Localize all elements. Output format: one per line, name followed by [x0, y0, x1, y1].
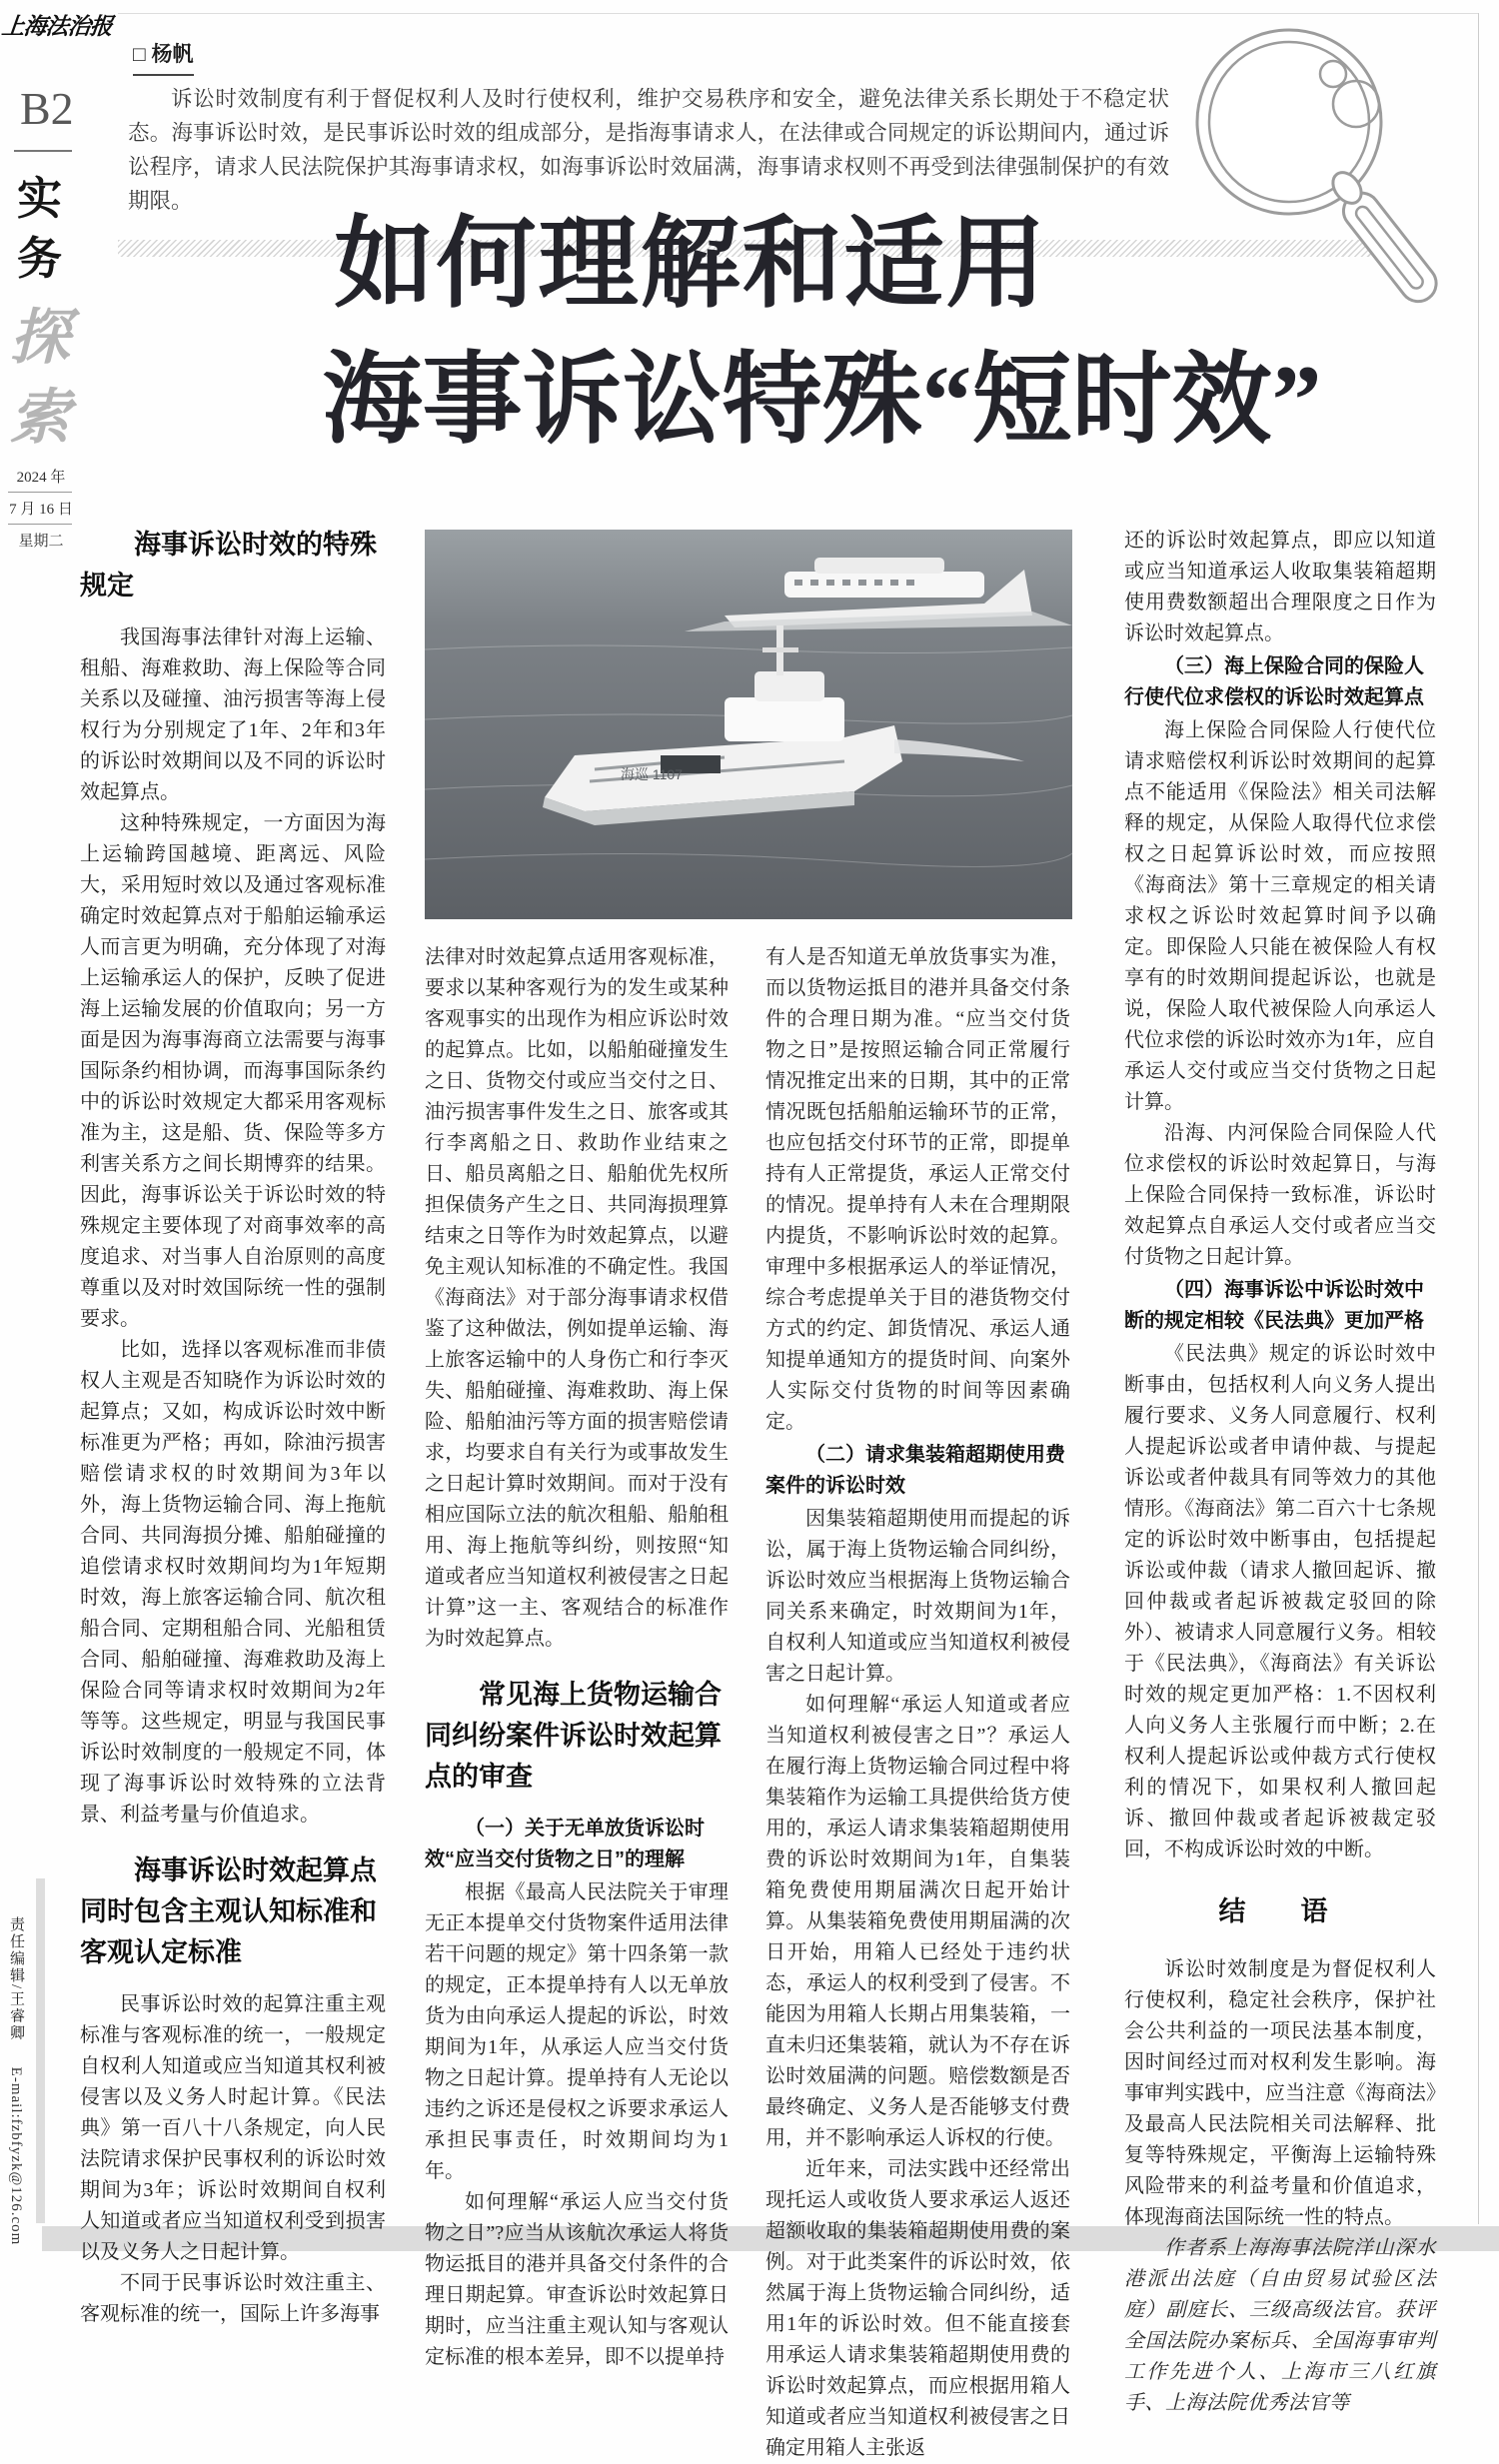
frame-top-rule [118, 13, 1479, 14]
paragraph: 诉讼时效制度是为督促权利人行使权利，稳定社会秩序，保护社会公共利益的一项民法基本制度，因时间经过而对权利发生影响。海事审判实践中，应当注意《海商法》及最高人民法院相关司法解释、批复等特殊规定，平衡海上运输特殊风险带来的利益考量和价值追求，体现海商法国际统一性的特点。 [1124, 1958, 1436, 2228]
section-heading-2: 海事诉讼时效起算点同时包含主观认知标准和客观认定标准 [80, 1855, 377, 1967]
section-name-char: 探 [10, 305, 70, 371]
paragraph: 比如，选择以客观标准而非债权人主观是否知晓作为诉讼时效的起算点；又如，构成诉讼时效中断标准更为严格；再如，除油污损害赔偿请求权的时效期间为3年以外，海上货物运输合同、海上拖航合同、共同海损分摊、船舶碰撞的追偿请求权时效期间均为1年短期时效，海上旅客运输合同、航次租船合同、定期租船合同、光船租赁合同、船舶碰撞、海难救助及海上保险合同等请求权时效期间为2年等等。这些规定，明显与我国民事诉讼时效制度的一般规定不同，体现了海事诉讼时效特殊的立法背景、利益考量与价值追求。 [80, 1339, 386, 1826]
section-name-char: 实 [17, 173, 63, 224]
section-heading-3: 常见海上货物运输合同纠纷案件诉讼时效起算点的审查 [425, 1680, 722, 1792]
paragraph: 这种特殊规定，一方面因为海上运输跨国越境、距离远、风险大，采用短时效以及通过客观标准确定时效起算点对于船舶运输承运人而言更为明确，充分体现了对海上运输承运人的保护，反映了促进海上运输发展的价值取向；另一方面是因为海事海商立法需要与海事国际条约相协调，而海事国际条约中的诉讼时效规定大都采用客观标准为主，这是船、货、保险等多方利害关系方之间长期博弈的结果。因此，海事诉讼关于诉讼时效的特殊规定主要体现了对商事效率的高度追求、对当事人自治原则的高度尊重以及对时效国际统一性的强制要求。 [80, 812, 386, 1330]
weekday: 星期二 [18, 534, 64, 550]
subheading-3: （三）海上保险合同的保险人行使代位求偿权的诉讼时效起算点 [1124, 655, 1424, 708]
column-2 [425, 942, 729, 2373]
date-rule [8, 492, 72, 493]
svg-text:海巡 1107: 海巡 1107 [621, 766, 683, 782]
paragraph: 因集装箱超期使用而提起的诉讼，属于海上货物运输合同纠纷，诉讼时效应当根据海上货物运输合同关系来确定，时效期间为1年，自权利人知道或应当知道权利被侵害之日起计算。 [765, 1508, 1070, 1685]
intro-abstract: 诉讼时效制度有利于督促权利人及时行使权利，维护交易秩序和安全，避免法律关系长期处于不稳定状态。海事诉讼时效，是民事诉讼时效的组成部分，是指海事请求人，在法律或合同规定的诉讼期间内，通过诉讼程序，请求人民法院保护其海事请求权，如海事诉讼时效届满，海事请求权则不再受到法律强制保护的有效期限。 [128, 87, 1169, 213]
headline-line-2: 海事诉讼特殊“短时效” [322, 345, 1322, 456]
paragraph: 《民法典》规定的诉讼时效中断事由，包括权利人向义务人提出履行要求、义务人同意履行、权利人提起诉讼或者申请仲裁、与提起诉讼或者仲裁具有同等效力的其他情形。《海商法》第二百六十七条规定的诉讼时效中断事由，包括提起诉讼或仲裁（请求人撤回起诉、撤回仲裁或者起诉被裁定驳回的除外）、被请求人同意履行义务。相较于《民法典》，《海商法》有关诉讼时效的规定更加严格：1.不因权利人向义务人主张履行而中断；2.在权利人提起诉讼或仲裁方式行使权利的情况下，如果权利人撤回起诉、撤回仲裁或者起诉被裁定驳回，不构成诉讼时效的中断。 [1124, 1343, 1436, 1860]
paragraph: 近年来，司法实践中还经常出现托运人或收货人要求承运人返还超额收取的集装箱超期使用费的案例。对于此类案件的诉讼时效，依然属于海上货物运输合同纠纷，适用1年的诉讼时效。但不能直接套用承运人请求集装箱超期使用费的诉讼时效起算点，而应根据用箱人知道或者应当知道权利被侵害之日确定用箱人主张返 [765, 2158, 1070, 2459]
editor-credit [6, 1916, 27, 2251]
column-1 [80, 505, 386, 2330]
section-name-char: 务 [17, 233, 63, 284]
paragraph: 如何理解“承运人知道或者应当知道权利被侵害之日”？承运人在履行海上货物运输合同过程中将集装箱作为运输工具提供给货方使用的，承运人请求集装箱超期使用费的诉讼时效期间为1年，自集装箱免费使用期届满次日起开始计算。从集装箱免费使用期届满的次日开始，用箱人已经处于违约状态，承运人的权利受到了侵害。不能因为用箱人长期占用集装箱，一直未归还集装箱，就认为不存在诉讼时效届满的问题。赔偿数额是否最终确定、义务人是否能够支付费用，并不影响承运人诉权的行使。 [765, 1694, 1070, 2149]
paragraph: 如何理解“承运人应当交付货物之日”?应当从该航次承运人将货物运抵目的港并具备交付条件的合理日期起算。审查诉讼时效起算日期时，应当注重主观认知与客观认定标准的根本差异，即不以提单持 [425, 2191, 729, 2368]
paragraph: 海上保险合同保险人行使代位请求赔偿权利诉讼时效期间的起算点不能适用《保险法》相关司法解释的规定，从保险人取得代位求偿权之日起算诉讼时效，而应按照《海商法》第十三章规定的相关请求权之诉讼时效起算时间予以确定。即保险人只能在被保险人有权享有的时效期间提起诉讼，也就是说，保险人取代被保险人向承运人代位求偿的诉讼时效亦为1年，应自承运人交付或应当交付货物之日起计算。 [1124, 719, 1436, 1113]
subheading-4: （四）海事诉讼中诉讼时效中断的规定相较《民法典》更加严格 [1124, 1279, 1424, 1332]
newspaper-logo: 上海法治报 [0, 14, 114, 39]
date-year: 2024 年 [16, 470, 66, 486]
paragraph: 我国海事法律针对海上运输、租船、海难救助、海上保险等合同关系以及碰撞、油污损害等海上侵权行为分别规定了1年、2年和3年的诉讼时效期间以及不同的诉讼时效起算点。 [80, 626, 386, 803]
headline-line-1: 如何理解和适用 [334, 209, 1048, 320]
page-number: B2 [20, 83, 74, 134]
editor-email: E-mail:fzbfyzk@126.com [8, 2066, 24, 2246]
article-photo [425, 530, 1072, 919]
section-heading-1: 海事诉讼时效的特殊规定 [80, 530, 377, 601]
author-bio: 作者系上海海事法院洋山深水港派出法庭（自由贸易试验区法庭）副庭长、三级高级法官。获评全国法院办案标兵、全国海事审判工作先进个人、上海市三八红旗手、上海法院优秀法官等 [1124, 2237, 1436, 2414]
author-byline: □ 杨帆 [133, 38, 194, 76]
column-4 [1124, 526, 1436, 2419]
paragraph: 法律对时效起算点适用客观标准，要求以某种客观行为的发生或某种客观事实的出现作为相应诉讼时效的起算点。比如，以船舶碰撞发生之日、货物交付或应当交付之日、油污损害事件发生之日、旅客或其行李离船之日、救助作业结束之日、船员离船之日、船舶优先权所担保债务产生之日、共同海损理算结束之日等作为时效起算点，以避免主观认知标准的不确定性。我国《海商法》对于部分海事请求权借鉴了这种做法，例如提单运输、海上旅客运输中的人身伤亡和行李灭失、船舶碰撞、海难救助、海上保险、船舶油污等方面的损害赔偿请求，均要求自有关行为或事故发生之日起计算时效期间。而对于没有相应国际立法的航次租船、船舶租用、海上拖航等纠纷，则按照“知道或者应当知道权利被侵害之日起计算”这一主、客观结合的标准作为时效起算点。 [425, 946, 729, 1650]
rail-divider-rule [36, 1878, 45, 2223]
date-day: 7 月 16 日 [9, 502, 73, 518]
section-name-char: 索 [10, 385, 70, 451]
paragraph: 根据《最高人民法院关于审理无正本提单交付货物案件适用法律若干问题的规定》第十四条第一款的规定，正本提单持有人以无单放货为由向承运人提起的诉讼，时效期间为1年，从承运人应当交付货物之日起计算。提单持有人无论以违约之诉还是侵权之诉要求承运人承担民事责任，时效期间均为1年。 [425, 1881, 729, 2182]
paragraph: 还的诉讼时效起算点，即应以知道或应当知道承运人收取集装箱超期使用费数额超出合理限度之日作为诉讼时效起算点。 [1124, 530, 1436, 644]
subheading-1: （一）关于无单放货诉讼时效“应当交付货物之日”的理解 [425, 1818, 705, 1870]
paragraph: 不同于民事诉讼时效注重主、客观标准的统一，国际上许多海事 [80, 2272, 386, 2325]
date-rule [8, 524, 72, 525]
paragraph: 民事诉讼时效的起算注重主观标准与客观标准的统一，一般规定自权利人知道或应当知道其权利被侵害以及义务人时起计算。《民法典》第一百八十八条规定，向人民法院请求保护民事权利的诉讼时效期间为3年；诉讼时效期间自权利人知道或者应当知道权利受到损害以及义务人之日起计算。 [80, 1993, 386, 2263]
rail-rule [14, 150, 72, 152]
paragraph: 有人是否知道无单放货事实为准，而以货物运抵目的港并具备交付条件的合理日期为准。“应当交付货物之日”是按照运输合同正常履行情况推定出来的日期，其中的正常情况既包括船舶运输环节的正常，也应包括交付环节的正常，即提单持有人正常提货，承运人正常交付的情况。提单持有人未在合理期限内提货，不影响诉讼时效的起算。审理中多根据承运人的举证情况，综合考虑提单关于目的港货物交付方式的约定、卸货情况、承运人通知提单通知方的提货时间、向案外人实际交付货物的时间等因素确定。 [765, 946, 1070, 1433]
subheading-2: （二）请求集装箱超期使用费案件的诉讼时效 [765, 1444, 1065, 1497]
editor-name: 责任编辑/王睿卿 [8, 1916, 24, 2042]
paragraph: 沿海、内河保险合同保险人代位求偿权的诉讼时效起算日，与海上保险合同保持一致标准，诉讼时效起算点自承运人交付或者应当交付货物之日起计算。 [1124, 1122, 1436, 1268]
column-3 [765, 942, 1070, 2464]
conclusion-heading: 结 语 [1218, 1896, 1342, 1926]
article-headline [80, 200, 1444, 472]
